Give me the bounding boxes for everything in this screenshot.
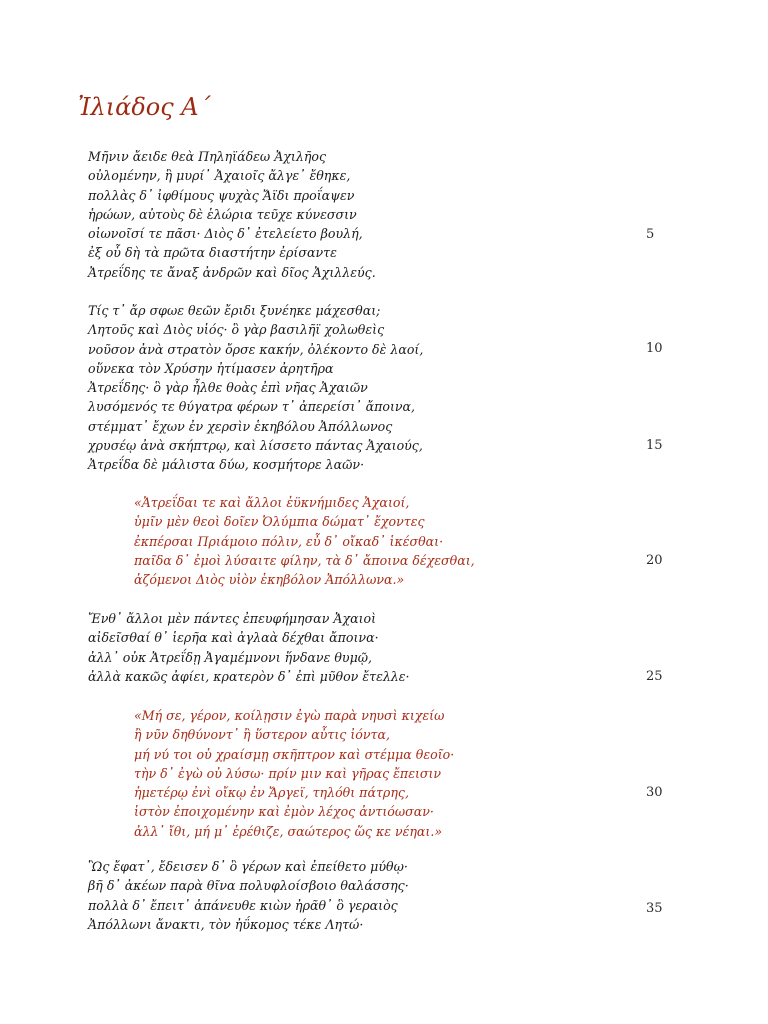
verse-line: στέμματ᾽ ἔχων ἐν χερσὶν ἑκηβόλου Ἀπόλλωνος: [88, 418, 393, 434]
speech-line: ἀλλ᾽ ἴθι, μή μ᾽ ἐρέθιζε, σαώτερος ὥς κε νέηαι.»: [134, 823, 443, 839]
verse-line: χρυσέῳ ἀνὰ σκήπτρῳ, καὶ λίσσετο πάντας Ἀχαιούς,: [88, 438, 423, 454]
verse-line: οὕνεκα τὸν Χρύσην ἠτίμασεν ἀρητῆρα: [88, 360, 334, 376]
verse-line: βῆ δ᾽ ἀκέων παρὰ θῖνα πολυφλοίσβοιο θαλάσσης·: [88, 878, 409, 894]
speech-agamemnon: [134, 706, 454, 841]
poem-title: Ἰλιάδος Α΄: [78, 93, 211, 121]
verse-line: πολλὰς δ᾽ ἰφθίμους ψυχὰς Ἄϊδι προΐαψεν: [88, 187, 355, 203]
verse-line: οἰωνοῖσί τε πᾶσι· Διὸς δ᾽ ἐτελείετο βουλή,: [88, 226, 363, 242]
speech-line: ἐκπέρσαι Πριάμοιο πόλιν, εὖ δ᾽ οἴκαδ᾽ ἱκέσθαι·: [134, 533, 444, 549]
verse-line: λυσόμενός τε θύγατρα φέρων τ᾽ ἀπερείσι᾽ ἄποινα,: [88, 399, 416, 415]
speech-line: ἱστὸν ἐποιχομένην καὶ ἐμὸν λέχος ἀντιόωσαν·: [134, 804, 434, 820]
line-number: 30: [646, 785, 663, 800]
stanza-1: [88, 147, 376, 282]
verse-line: νοῦσον ἀνὰ στρατὸν ὄρσε κακήν, ὀλέκοντο δὲ λαοί,: [88, 341, 424, 357]
speech-line: ἢ νῦν δηθύνοντ᾽ ἢ ὕστερον αὖτις ἰόντα,: [134, 727, 390, 743]
verse-line: πολλὰ δ᾽ ἔπειτ᾽ ἀπάνευθε κιὼν ἠρᾶθ᾽ ὃ γεραιὸς: [88, 897, 398, 913]
verse-line: αἰδεῖσθαί θ᾽ ἱερῆα καὶ ἀγλαὰ δέχθαι ἄποινα·: [88, 630, 379, 646]
verse-line: ἀλλὰ κακῶς ἀφίει, κρατερὸν δ᾽ ἐπὶ μῦθον ἔτελλε·: [88, 668, 410, 684]
line-number: 20: [646, 553, 663, 568]
verse-line: οὐλομένην, ἣ μυρί᾽ Ἀχαιοῖς ἄλγε᾽ ἔθηκε,: [88, 168, 351, 184]
line-number: 25: [646, 669, 663, 684]
verse-line: Ἀτρεΐδα δὲ μάλιστα δύω, κοσμήτορε λαῶν·: [88, 457, 365, 473]
verse-line: ἀλλ᾽ οὐκ Ἀτρεΐδῃ Ἀγαμέμνονι ἥνδανε θυμῷ,: [88, 649, 373, 665]
speech-chryses: [134, 493, 475, 589]
verse-line: ἐξ οὗ δὴ τὰ πρῶτα διαστήτην ἐρίσαντε: [88, 245, 337, 261]
speech-line: «Μή σε, γέρον, κοίλῃσιν ἐγὼ παρὰ νηυσὶ κιχείω: [134, 708, 445, 723]
verse-line: Ἔνθ᾽ ἄλλοι μὲν πάντες ἐπευφήμησαν Ἀχαιοὶ: [88, 611, 377, 626]
line-number: 35: [646, 901, 663, 916]
stanza-2: [88, 301, 423, 475]
line-number: 5: [646, 227, 655, 242]
speech-line: ἁζόμενοι Διὸς υἱὸν ἑκηβόλον Ἀπόλλωνα.»: [134, 572, 405, 588]
speech-line: ἡμετέρῳ ἐνὶ οἴκῳ ἐν Ἄργεϊ, τηλόθι πάτρης,: [134, 785, 409, 801]
verse-line: Τίς τ᾽ ἄρ σφωε θεῶν ἔριδι ξυνέηκε μάχεσθαι;: [88, 303, 381, 318]
line-number: 10: [646, 341, 663, 356]
stanza-4: [88, 857, 409, 934]
verse-line: ἡρώων, αὐτοὺς δὲ ἑλώρια τεῦχε κύνεσσιν: [88, 206, 357, 222]
verse-line: Μῆνιν ἄειδε θεὰ Πηληϊάδεω Ἀχιλῆος: [88, 149, 327, 164]
stanza-3: [88, 609, 410, 686]
verse-line: Ἀτρεΐδης τε ἄναξ ἀνδρῶν καὶ δῖος Ἀχιλλεύς.: [88, 264, 376, 280]
speech-line: τὴν δ᾽ ἐγὼ οὐ λύσω· πρίν μιν καὶ γῆρας ἔπεισιν: [134, 765, 442, 781]
verse-line: Ὣς ἔφατ᾽, ἔδεισεν δ᾽ ὃ γέρων καὶ ἐπείθετο μύθῳ·: [88, 859, 408, 874]
line-number: 15: [646, 438, 663, 453]
verse-line: Ἀπόλλωνι ἄνακτι, τὸν ἠΰκομος τέκε Λητώ·: [88, 916, 364, 932]
speech-line: μή νύ τοι οὐ χραίσμῃ σκῆπτρον καὶ στέμμα θεοῖο·: [134, 746, 455, 762]
speech-line: ὑμῖν μὲν θεοὶ δοῖεν Ὀλύμπια δώματ᾽ ἔχοντες: [134, 514, 425, 530]
verse-line: Λητοῦς καὶ Διὸς υἱός· ὃ γὰρ βασιλῆϊ χολωθεὶς: [88, 322, 385, 338]
speech-line: «Ἀτρεΐδαι τε καὶ ἄλλοι ἐϋκνήμιδες Ἀχαιοί,: [134, 495, 410, 510]
verse-line: Ἀτρεΐδης· ὃ γὰρ ἦλθε θοὰς ἐπὶ νῆας Ἀχαιῶν: [88, 380, 368, 396]
speech-line: παῖδα δ᾽ ἐμοὶ λύσαιτε φίλην, τὰ δ᾽ ἄποινα δέχεσθαι,: [134, 552, 475, 568]
